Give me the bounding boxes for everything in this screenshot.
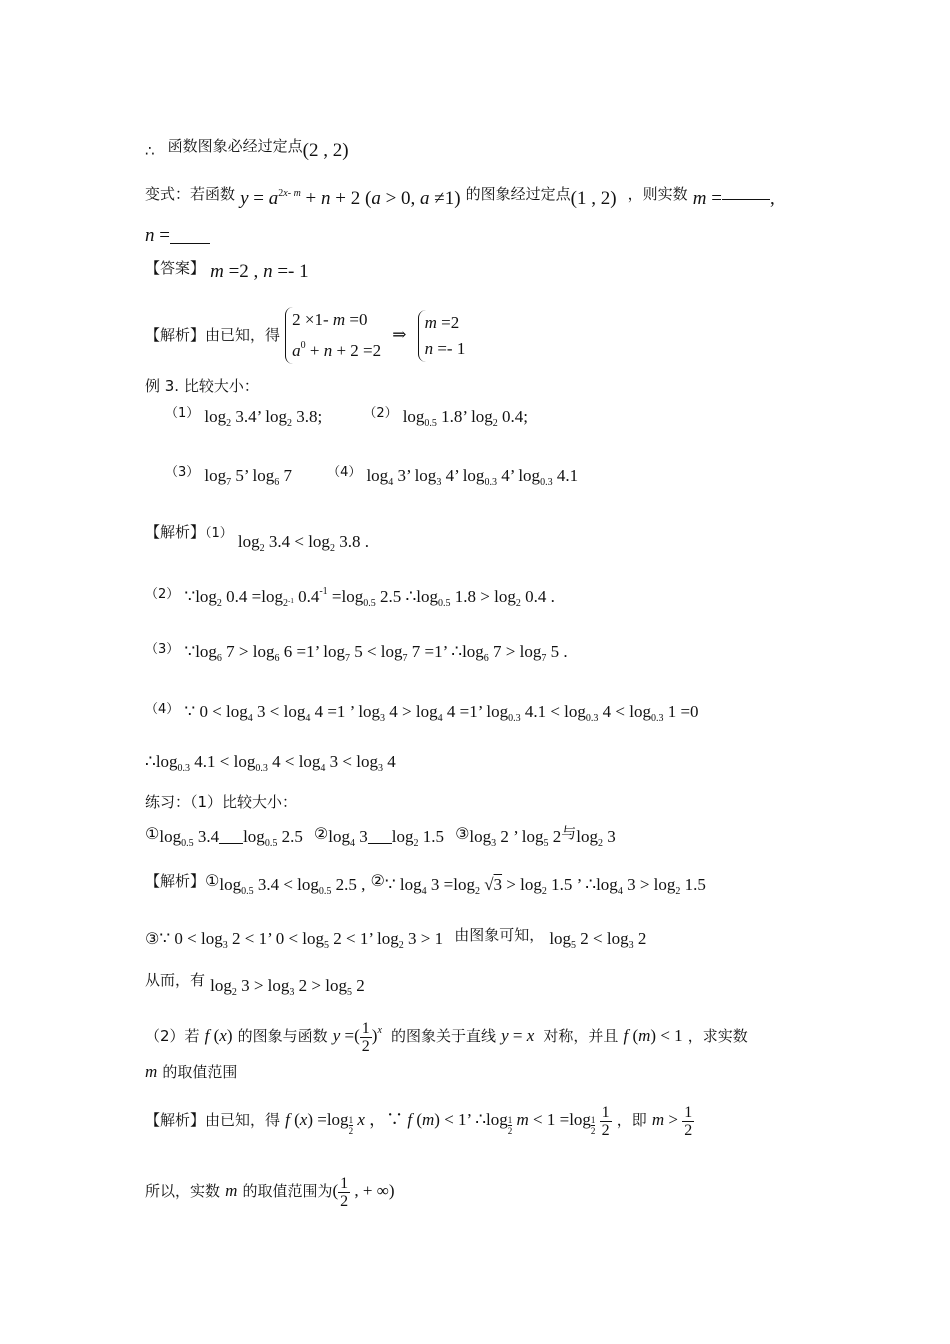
circled-number: ③ xyxy=(145,929,160,948)
line-practice-2 xyxy=(145,1020,748,1055)
math-m-blank: m = , xyxy=(692,188,775,209)
line-practice-items xyxy=(145,823,616,854)
line-analysis-4 xyxy=(145,700,699,729)
line-analysis-system xyxy=(145,307,465,364)
item-number: （3） xyxy=(145,642,180,657)
analysis-label: 【解析】 xyxy=(145,872,206,890)
math-answer: m =2 , n =- 1 xyxy=(210,261,309,282)
answer-label: 【答案】 xyxy=(145,259,206,277)
line-example3 xyxy=(145,376,259,396)
line-variant xyxy=(145,184,775,209)
text: 的取值范围为 xyxy=(242,1182,333,1200)
item-number: （3） xyxy=(165,465,200,480)
math-solution-3: $\because\log_6$ $7 > \log_6 6 =1$’ $\log_7 5 < \log_7 7 =1$’ $\therefore\log_6$ $7 > \log_7 5$ . xyxy=(184,642,568,664)
math-practice-1: $\log_{0.5} 3.4$ $\log_{0.5} 2.5$ xyxy=(159,827,303,849)
math-conclusion-4: $\therefore\log_{0.3}$ $4.1 < \log_{0.3} 4 < \log_4 3 < \log_3 4$ xyxy=(145,752,396,774)
line-practice xyxy=(145,792,297,812)
math-item-1: $\log_2 3.4$’ $\log_2 3.8$; xyxy=(204,407,323,429)
math-line-yx: y = x xyxy=(501,1026,535,1045)
item-number: （2） xyxy=(145,587,180,602)
item-number: （4） xyxy=(145,702,180,717)
line-fixed-point xyxy=(145,136,349,161)
math-item-4: $\log_4 3$’ $\log_3 4$’ $\log_{0.3} 4$’ $\log_{0.3} 4.1$ xyxy=(366,466,579,488)
circled-number: ① xyxy=(205,871,220,890)
text: 的图象与函数 xyxy=(237,1027,328,1045)
math-n-blank: n = xyxy=(145,225,210,246)
line-final-answer xyxy=(145,1175,395,1210)
math-practice-2: $\log_4 3$ $\log_2 1.5$ xyxy=(328,827,444,849)
line-practice-analysis xyxy=(145,871,706,902)
text: 的图象经过定点 xyxy=(465,185,571,203)
math-solution-2: $\because\log_2$ $0.4 =\log_{2^{-1}}$ $0.4^{-1} =\log_{0.5}$ 2.5 $\therefore\log_{0.5}$ $1.8 > \log_2 0.4$ . xyxy=(184,586,555,609)
math-inverse: f (x) =log $\frac{1}{2}$ x ，∵ f (m) < 1’ ∴log $\frac{1}{2}$ m < 1 =log $\frac{1}{2}$ $\frac{1}{2}$ xyxy=(285,1104,610,1139)
math-practice-sol-1: $\log_{0.5} 3.4 < \log_{0.5} 2.5$ , xyxy=(219,875,366,897)
math-practice-3b: $\log_2 3$ xyxy=(576,827,616,849)
text: 从而，有 xyxy=(145,971,206,989)
text: 函数图象必经过定点 xyxy=(167,137,303,155)
circled-number: ② xyxy=(370,871,385,890)
answer-blank xyxy=(368,827,392,844)
analysis-label: 【解析】 xyxy=(145,326,206,344)
math-practice-3: $\log_3 2$ ’ $\log_5 2$ xyxy=(469,827,562,849)
item-number: （1） xyxy=(165,406,200,421)
answer-blank xyxy=(170,233,210,244)
therefore-symbol: ∴ xyxy=(145,142,155,160)
line-range-question xyxy=(145,1062,237,1082)
text: 由已知，得 xyxy=(205,1111,281,1129)
text: 所以，实数 xyxy=(145,1182,221,1200)
math-fx: f (x) xyxy=(204,1026,233,1045)
line-analysis-4-conclusion xyxy=(145,752,396,779)
variant-label: 变式：若函数 xyxy=(145,185,236,203)
line-practice-analysis-3 xyxy=(145,925,646,956)
implies-arrow: ⇒ xyxy=(392,325,407,344)
text: ，求实数 xyxy=(687,1027,748,1045)
math-item-3: $\log_7 5$’ $\log_6 7$ xyxy=(204,466,292,488)
math-practice-conclusion: $\log_2 3 > \log_3 2 > \log_5 2$ xyxy=(210,976,365,998)
math-interval: ( $\frac{1}{2}$ , + ∞) xyxy=(332,1175,395,1210)
answer-blank xyxy=(722,189,770,200)
text: 对称，并且 xyxy=(543,1027,619,1045)
math-m: m xyxy=(145,1062,158,1081)
line-practice-conclusion xyxy=(145,970,365,1003)
text: 由图象可知， xyxy=(454,926,545,944)
math-m-range: m > $\frac{1}{2}$ xyxy=(651,1104,693,1139)
text: ，即 xyxy=(616,1111,647,1129)
line-practice-2-analysis xyxy=(145,1104,694,1139)
circled-number: ② xyxy=(313,824,329,843)
practice-title: 练习：（1）比较大小： xyxy=(145,793,298,811)
math-practice-sol-2: ∵ $\log_4 3 =\log_2$ $√3 > \log_2 1.5$ ’ $\therefore\log_4$ $3 > \log_2 1.5$ xyxy=(384,875,706,897)
equation-system: 2 ×1- m =0 $a^0 + n + 2 =2$ xyxy=(285,307,381,364)
analysis-label: 【解析】 xyxy=(145,523,206,541)
math-point: (1 , 2) xyxy=(570,188,617,209)
line-n-blank xyxy=(145,226,210,246)
math-point: (2 , 2) xyxy=(302,140,349,161)
text: 的图象关于直线 xyxy=(390,1027,496,1045)
analysis-label: 【解析】 xyxy=(145,1111,206,1129)
math-solution-1: $\log_2 3.4 < \log_2 3.8$ . xyxy=(237,532,369,554)
item-number: （1） xyxy=(205,526,233,541)
answer-blank xyxy=(219,827,243,844)
math-function: $y = a^{2x- m} + n + 2$ (a > 0, a ≠1) xyxy=(240,188,461,209)
text: ，则实数 xyxy=(627,185,688,203)
math-m: m xyxy=(225,1181,238,1200)
math-practice-sol-3b: $\log_5 2 < \log_3 2$ xyxy=(549,929,647,951)
math-solution-4: ∵ $0 < \log_4 3 < \log_4 4 =1$ ’ $\log_3 4 > \log_4 4 =1$’ $\log_{0.3} 4.1 < \log_{0.3} 4 < \log_{0.3} 1 =0$ xyxy=(184,702,699,724)
text: 与 xyxy=(561,824,577,842)
circled-number: ③ xyxy=(455,824,470,843)
example-title: 例 3. 比较大小： xyxy=(145,377,259,395)
math-item-2: $\log_{0.5} 1.8$’ $\log_2 0.4$; xyxy=(402,407,529,429)
line-answer xyxy=(145,258,309,282)
math-practice-sol-3: ∵ $0 < \log_3 2 < 1$’ $0 < \log_5 2 < 1$’ $\log_2 3 > 1$ xyxy=(159,929,444,951)
line-compare-3-4 xyxy=(165,463,578,493)
solution-system: m =2 n =- 1 xyxy=(418,310,466,362)
math-fm-condition: f (m) < 1 xyxy=(623,1026,683,1045)
line-analysis-1 xyxy=(145,522,369,559)
text: （2）若 xyxy=(145,1027,200,1045)
line-compare-1-2 xyxy=(165,404,528,434)
text: 的取值范围 xyxy=(162,1063,238,1081)
item-number: （4） xyxy=(327,465,362,480)
math-exp-function: y =( $\frac{1}{2}$ )$^x$ xyxy=(332,1020,382,1055)
circled-number: ① xyxy=(145,824,160,843)
item-number: （2） xyxy=(363,406,398,421)
line-analysis-2 xyxy=(145,582,555,614)
line-analysis-3 xyxy=(145,640,568,669)
text: 由已知，得 xyxy=(205,326,281,344)
